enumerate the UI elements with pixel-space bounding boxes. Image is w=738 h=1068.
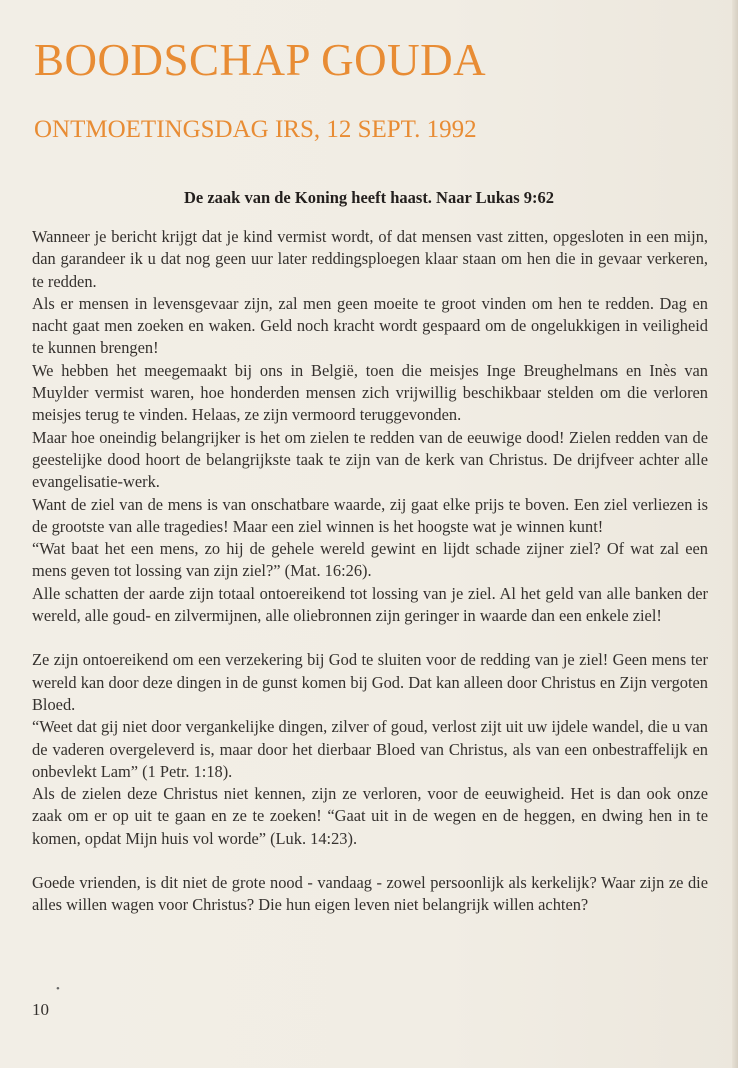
paragraph: Alle schatten der aarde zijn totaal ontoereikend tot lossing van je ziel. Al het geld van alle banken der wereld, alle goud- en zilvermijnen, alle oliebronnen zijn geringer in waarde dan een enkele ziel! [32,583,708,626]
paragraph: Als de zielen deze Christus niet kennen, zijn ze verloren, voor de eeuwigheid. Het is dan ook onze zaak om er op uit te gaan en ze te zoeken! “Gaat uit in de wegen en de heggen, en dwing hen in te komen, opdat Mijn huis vol worde” (Luk. 14:23). [32,784,708,848]
paragraph: “Weet dat gij niet door vergankelijke dingen, zilver of goud, verlost zijt uit uw ijdele wandel, die u van de vaderen overgeleverd is, maar door het dierbaar Bloed van Christus, als van een onbestraffelijk en onbevlekt Lam” (1 Petr. 1:18). [32,717,708,781]
article-body [32,226,708,917]
page-subtitle: ONTMOETINGSDAG IRS, 12 SEPT. 1992 [34,116,477,143]
page-title: BOODSCHAP GOUDA [34,35,487,85]
paragraph: Maar hoe oneindig belangrijker is het om zielen te redden van de eeuwige dood! Zielen redden van de geestelijke dood hoort de belangrijkste taak te zijn van de kerk van Christus. De drijfveer achter alle evangelisatie-werk. [32,427,708,492]
paragraph: Ze zijn ontoereikend om een verzekering bij God te sluiten voor de redding van je ziel! Geen mens ter wereld kan door deze dingen in de gunst komen bij God. Dat kan alleen door Christus en Zijn vergoten Bloed. [32,650,708,714]
paragraph: Want de ziel van de mens is van onschatbare waarde, zij gaat elke prijs te boven. Een ziel verliezen is de grootste van alle tragedies! Maar een ziel winnen is het hoogste wat je winnen kunt! [32,494,708,536]
bullet-mark: • [56,983,60,995]
article-heading: De zaak van de Koning heeft haast. Naar Lukas 9:62 [183,188,555,207]
page-edge [732,0,738,1068]
paragraph: Als er mensen in levensgevaar zijn, zal men geen moeite te groot vinden om hen te redden. Dag en nacht gaat men zoeken en waken. Geld noch kracht wordt gespaard om de ongelukkigen in veiligheid te kunnen brengen! [32,293,708,358]
paragraph: Goede vrienden, is dit niet de grote nood - vandaag - zowel persoonlijk als kerkelijk? Waar zijn ze die alles willen wagen voor Christus? Die hun eigen leven niet belangrijk willen achten? [32,873,708,915]
page-number: 10 [32,1000,49,1019]
paragraph: We hebben het meegemaakt bij ons in België, toen die meisjes Inge Breughelmans en Inès van Muylder vermist waren, hoe honderden mensen zich vrijwillig beschikbaar stelden om die verloren meisjes terug te vinden. Helaas, ze zijn vermoord teruggevonden. [32,360,708,425]
paragraph: Wanneer je bericht krijgt dat je kind vermist wordt, of dat mensen vast zitten, opgesloten in een mijn, dan garandeer ik u dat nog geen uur later reddingsploegen klaar staan om hen die in gevaar verkeren, te redden. [32,227,708,291]
paragraph: “Wat baat het een mens, zo hij de gehele wereld gewint en lijdt schade zijner ziel? Of wat zal een mens geven tot lossing van zijn ziel?” (Mat. 16:26). [32,539,708,581]
